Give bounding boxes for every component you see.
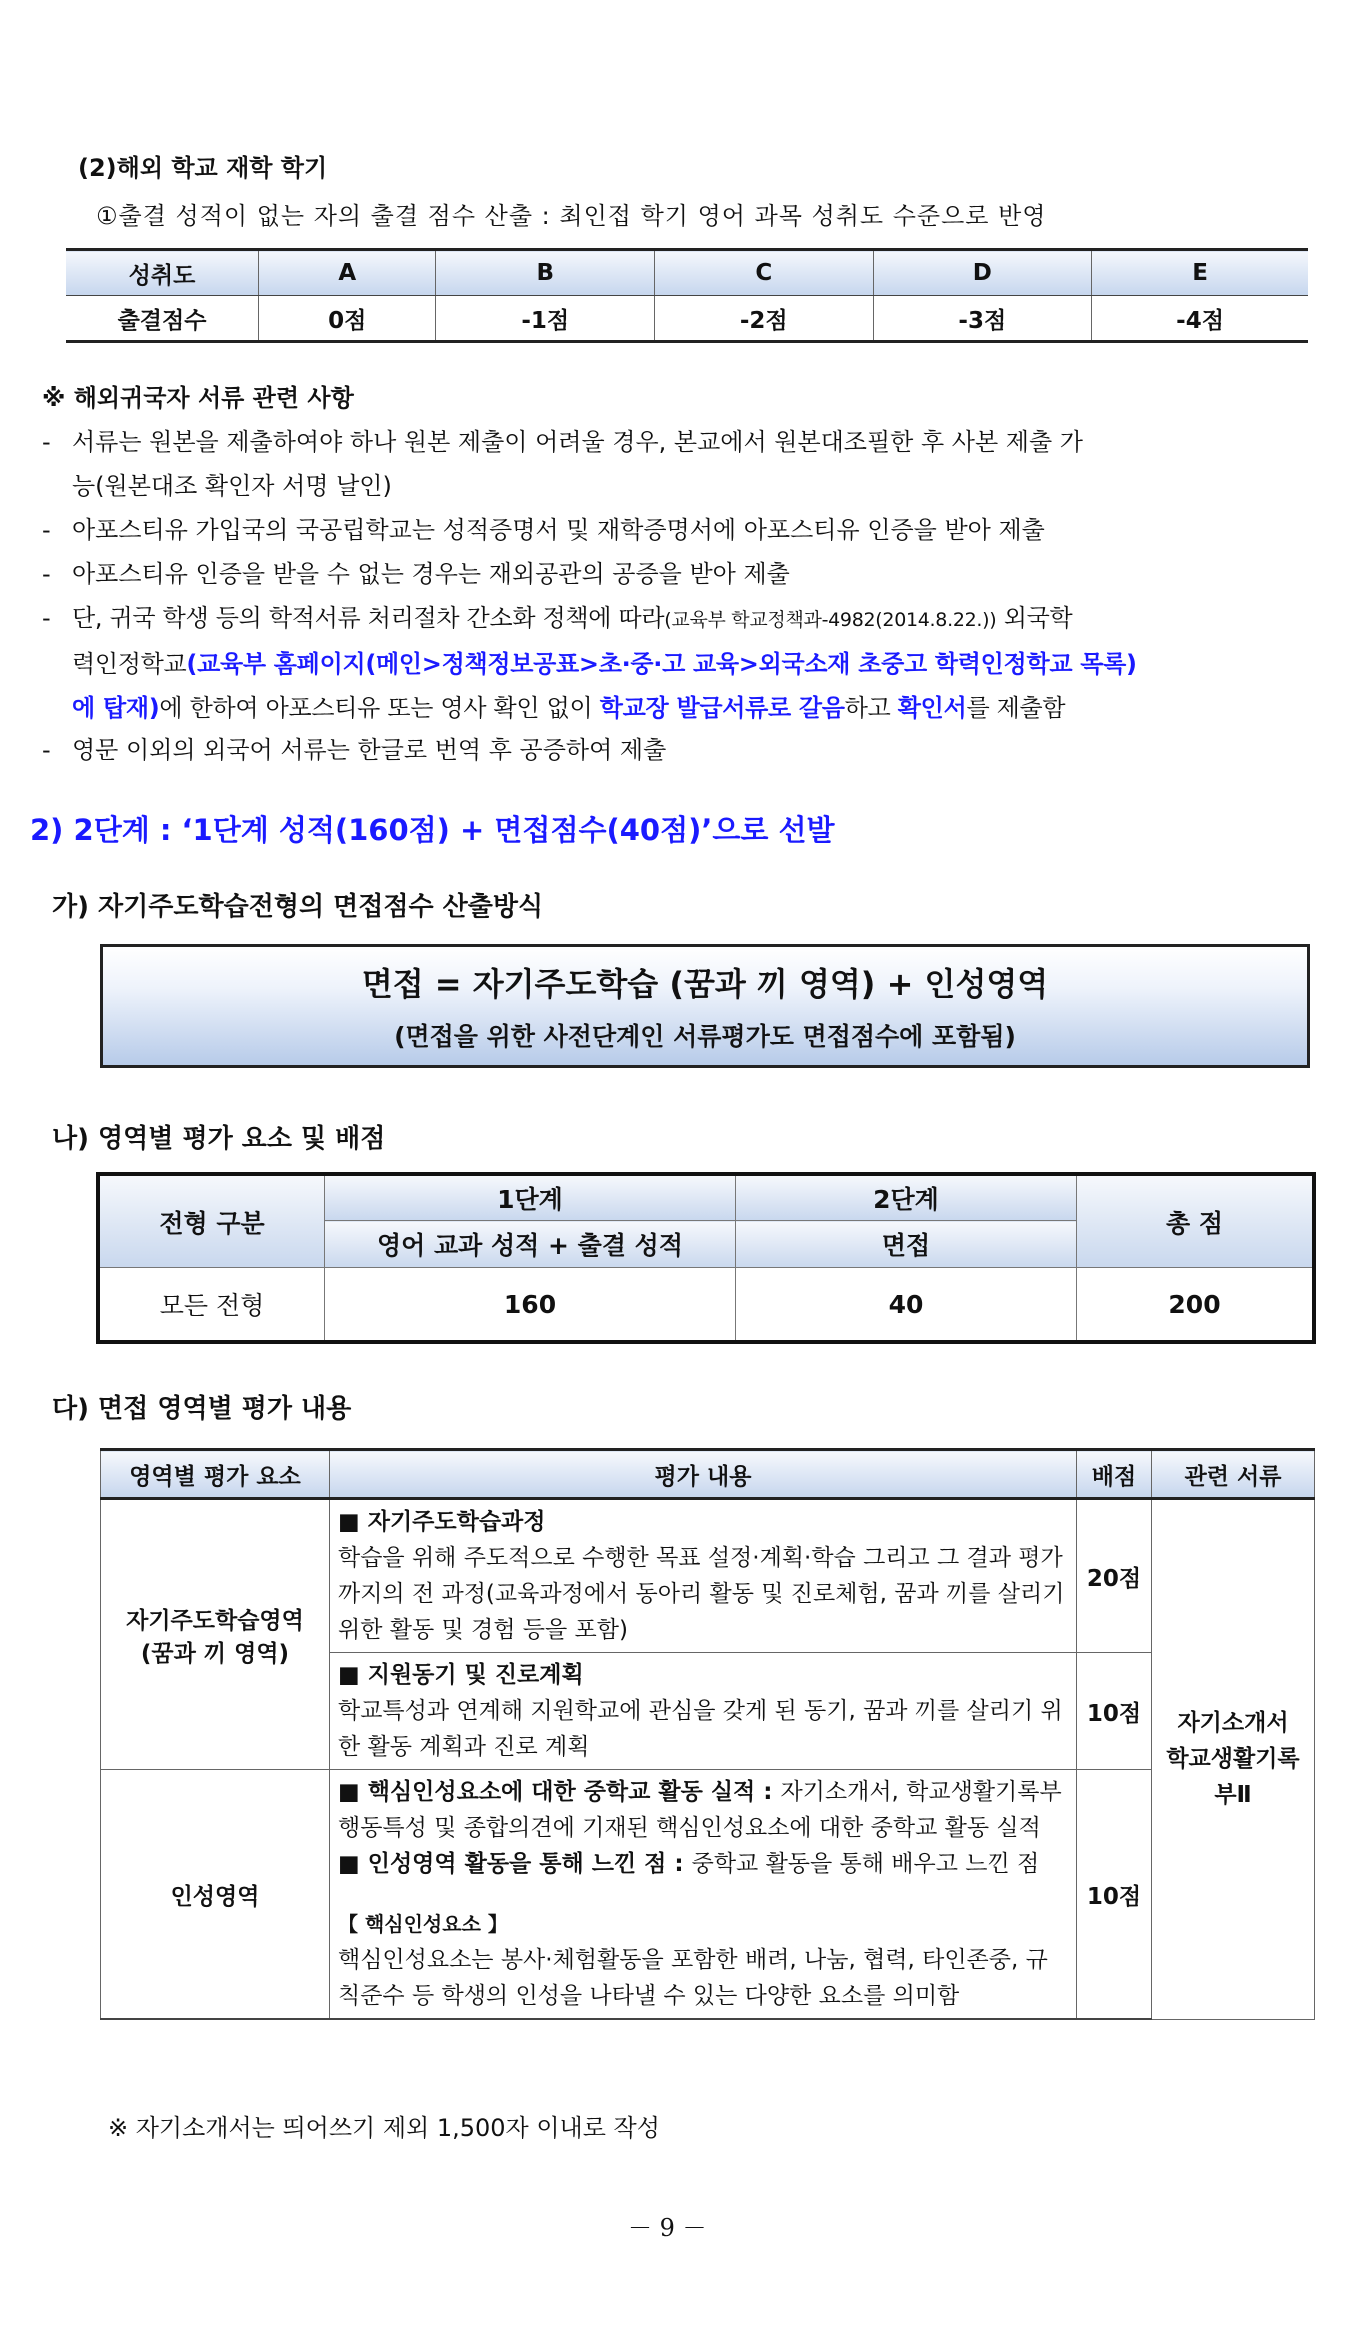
dash-bullet: - <box>42 428 51 456</box>
subsection-title: 가) 자기주도학습전형의 면접점수 산출방식 <box>52 892 544 922</box>
table-cell: A <box>259 250 436 296</box>
table-row <box>98 1268 1314 1343</box>
docs-cell <box>1152 1499 1315 2020</box>
section-title: (2)해외 학교 재학 학기 <box>78 154 328 182</box>
score-cell: 20점 <box>1077 1499 1152 1653</box>
note-text: 아포스티유 인증을 받을 수 없는 경우는 재외공관의 공증을 받아 제출 <box>72 560 790 588</box>
dash-bullet: - <box>42 604 51 632</box>
table-header-cell: 배점 <box>1077 1450 1152 1499</box>
dash-bullet: - <box>42 516 51 544</box>
content-title: ■ 인성영역 활동을 통해 느낀 점 : <box>338 1851 692 1877</box>
area-cell <box>101 1499 330 1770</box>
table-row <box>101 1770 1315 2020</box>
table-cell: -4점 <box>1092 296 1308 342</box>
table-header-cell: 2단계 <box>736 1174 1077 1221</box>
table-row <box>101 1499 1315 1653</box>
area-cell: 인성영역 <box>101 1770 330 2020</box>
table-cell: 200 <box>1077 1268 1315 1343</box>
content-text: 핵심인성요소는 봉사·체험활동을 포함한 배려, 나눔, 협력, 타인존중, 규칙준수 등 학생의 인성을 나타낼 수 있는 다양한 요소를 의미함 <box>338 1947 1048 2009</box>
table-cell: 출결점수 <box>66 296 259 342</box>
note-text: 에 한하여 아포스티유 또는 영사 확인 없이 <box>159 694 600 722</box>
table-cell: -2점 <box>655 296 874 342</box>
score-cell: 10점 <box>1077 1653 1152 1770</box>
note-item <box>42 728 1342 772</box>
table-header-cell: 면접 <box>736 1221 1077 1268</box>
note-highlight: 에 탑재) <box>72 694 160 722</box>
table-row <box>98 1174 1314 1221</box>
grade-header-row <box>66 250 1308 296</box>
note-text: 단, 귀국 학생 등의 학적서류 처리절차 간소화 정책에 따라 <box>72 604 665 632</box>
score-table <box>96 1172 1316 1344</box>
table-cell: 성취도 <box>66 250 259 296</box>
grade-table <box>66 248 1308 343</box>
note-text: 하고 <box>844 694 898 722</box>
note-text: 서류는 원본을 제출하여야 하나 원본 제출이 어려울 경우, 본교에서 원본대조필한 후 사본 제출 가 <box>72 428 1083 456</box>
note-highlight: 확인서 <box>897 694 967 722</box>
content-text: 중학교 활동을 통해 배우고 느낀 점 <box>691 1851 1040 1877</box>
note-text: 력인정학교 <box>72 650 187 678</box>
area-label: 자기주도학습영역 <box>126 1607 304 1634</box>
table-cell: 40 <box>736 1268 1077 1343</box>
content-title: ■ 지원동기 및 진로계획 <box>338 1662 584 1688</box>
content-cell <box>330 1499 1077 1653</box>
table-header-cell: 평가 내용 <box>330 1450 1077 1499</box>
table-header-cell: 영역별 평가 요소 <box>101 1450 330 1499</box>
dash-bullet: - <box>42 560 51 588</box>
content-cell <box>330 1770 1077 2020</box>
table-cell: -1점 <box>436 296 655 342</box>
content-title: 【 핵심인성요소 】 <box>338 1912 508 1936</box>
subsection-title: 다) 면접 영역별 평가 내용 <box>52 1394 352 1424</box>
section-subtitle: ①출결 성적이 없는 자의 출결 점수 산출 : 최인접 학기 영어 과목 성취도 수준으로 반영 <box>96 202 1047 230</box>
formula-text: 면접 = 자기주도학습 (꿈과 끼 영역) + 인성영역 <box>361 965 1049 1003</box>
table-cell: B <box>436 250 655 296</box>
table-header-cell: 전형 구분 <box>98 1174 325 1268</box>
table-cell: 160 <box>325 1268 736 1343</box>
formula-note: (면접을 위한 사전단계인 서류평가도 면접점수에 포함됨) <box>394 1022 1016 1051</box>
content-title: ■ 핵심인성요소에 대한 중학교 활동 실적 : <box>338 1779 781 1805</box>
table-cell: E <box>1092 250 1308 296</box>
area-label: (꿈과 끼 영역) <box>140 1640 290 1667</box>
table-cell: 모든 전형 <box>98 1268 325 1343</box>
dash-bullet: - <box>42 736 51 764</box>
score-cell: 10점 <box>1077 1770 1152 2020</box>
table-cell: D <box>873 250 1092 296</box>
content-text: 학교특성과 연계해 지원학교에 관심을 갖게 된 동기, 꿈과 끼를 살리기 위한 활동 계획과 진로 계획 <box>338 1698 1063 1760</box>
docs-label: 학교생활기록 <box>1166 1746 1300 1773</box>
note-highlight: (교육부 홈페이지(메인>정책정보공표>초·중·고 교육>외국소재 초중고 학력인정학교 목록) <box>186 650 1137 678</box>
table-header-cell: 영어 교과 성적 + 출결 성적 <box>325 1221 736 1268</box>
docs-label: 자기소개서 <box>1177 1710 1289 1737</box>
footnote: ※ 자기소개서는 띄어쓰기 제외 1,500자 이내로 작성 <box>108 2114 660 2142</box>
note-item <box>42 596 1342 730</box>
note-text: 를 제출함 <box>966 694 1066 722</box>
evaluation-table <box>100 1448 1315 2020</box>
note-highlight: 학교장 발급서류로 갈음 <box>599 694 845 722</box>
table-header-row <box>101 1450 1315 1499</box>
note-reference: (교육부 학교정책과-4982(2014.8.22.)) <box>664 609 997 631</box>
table-cell: 0점 <box>259 296 436 342</box>
note-text: 영문 이외의 외국어 서류는 한글로 번역 후 공증하여 제출 <box>72 736 667 764</box>
content-title: ■ 자기주도학습과정 <box>338 1509 546 1535</box>
note-item <box>42 508 1342 552</box>
page-number: － 9 － <box>628 2214 707 2242</box>
table-cell: C <box>655 250 874 296</box>
content-cell <box>330 1653 1077 1770</box>
docs-label: 부Ⅱ <box>1214 1782 1252 1809</box>
content-text: 학습을 위해 주도적으로 수행한 목표 설정·계획·학습 그리고 그 결과 평가까지의 전 과정(교육과정에서 동아리 활동 및 진로체험, 꿈과 끼를 살리기 위한 활동 및 경험 등을 포함) <box>338 1545 1065 1643</box>
note-text: 외국학 <box>996 604 1073 632</box>
table-header-cell: 1단계 <box>325 1174 736 1221</box>
notes-title: ※ 해외귀국자 서류 관련 사항 <box>42 384 354 412</box>
subsection-title: 나) 영역별 평가 요소 및 배점 <box>52 1124 386 1154</box>
note-text: 능(원본대조 확인자 서명 날인) <box>72 472 392 500</box>
formula-box <box>100 944 1310 1068</box>
note-item <box>42 552 1342 596</box>
table-header-cell: 관련 서류 <box>1152 1450 1315 1499</box>
table-cell: -3점 <box>873 296 1092 342</box>
stage2-title: 2) 2단계 : ‘1단계 성적(160점) + 면접점수(40점)’으로 선발 <box>30 813 835 847</box>
table-header-cell: 총 점 <box>1077 1174 1315 1268</box>
content-text: 자기소개서, 학교생활기록부 행동특성 및 종합의견에 기재된 핵심인성요소에 대한 중학교 활동 실적 <box>338 1779 1062 1841</box>
note-text: 아포스티유 가입국의 국공립학교는 성적증명서 및 재학증명서에 아포스티유 인증을 받아 제출 <box>72 516 1045 544</box>
note-item <box>42 420 1342 508</box>
grade-value-row <box>66 296 1308 342</box>
